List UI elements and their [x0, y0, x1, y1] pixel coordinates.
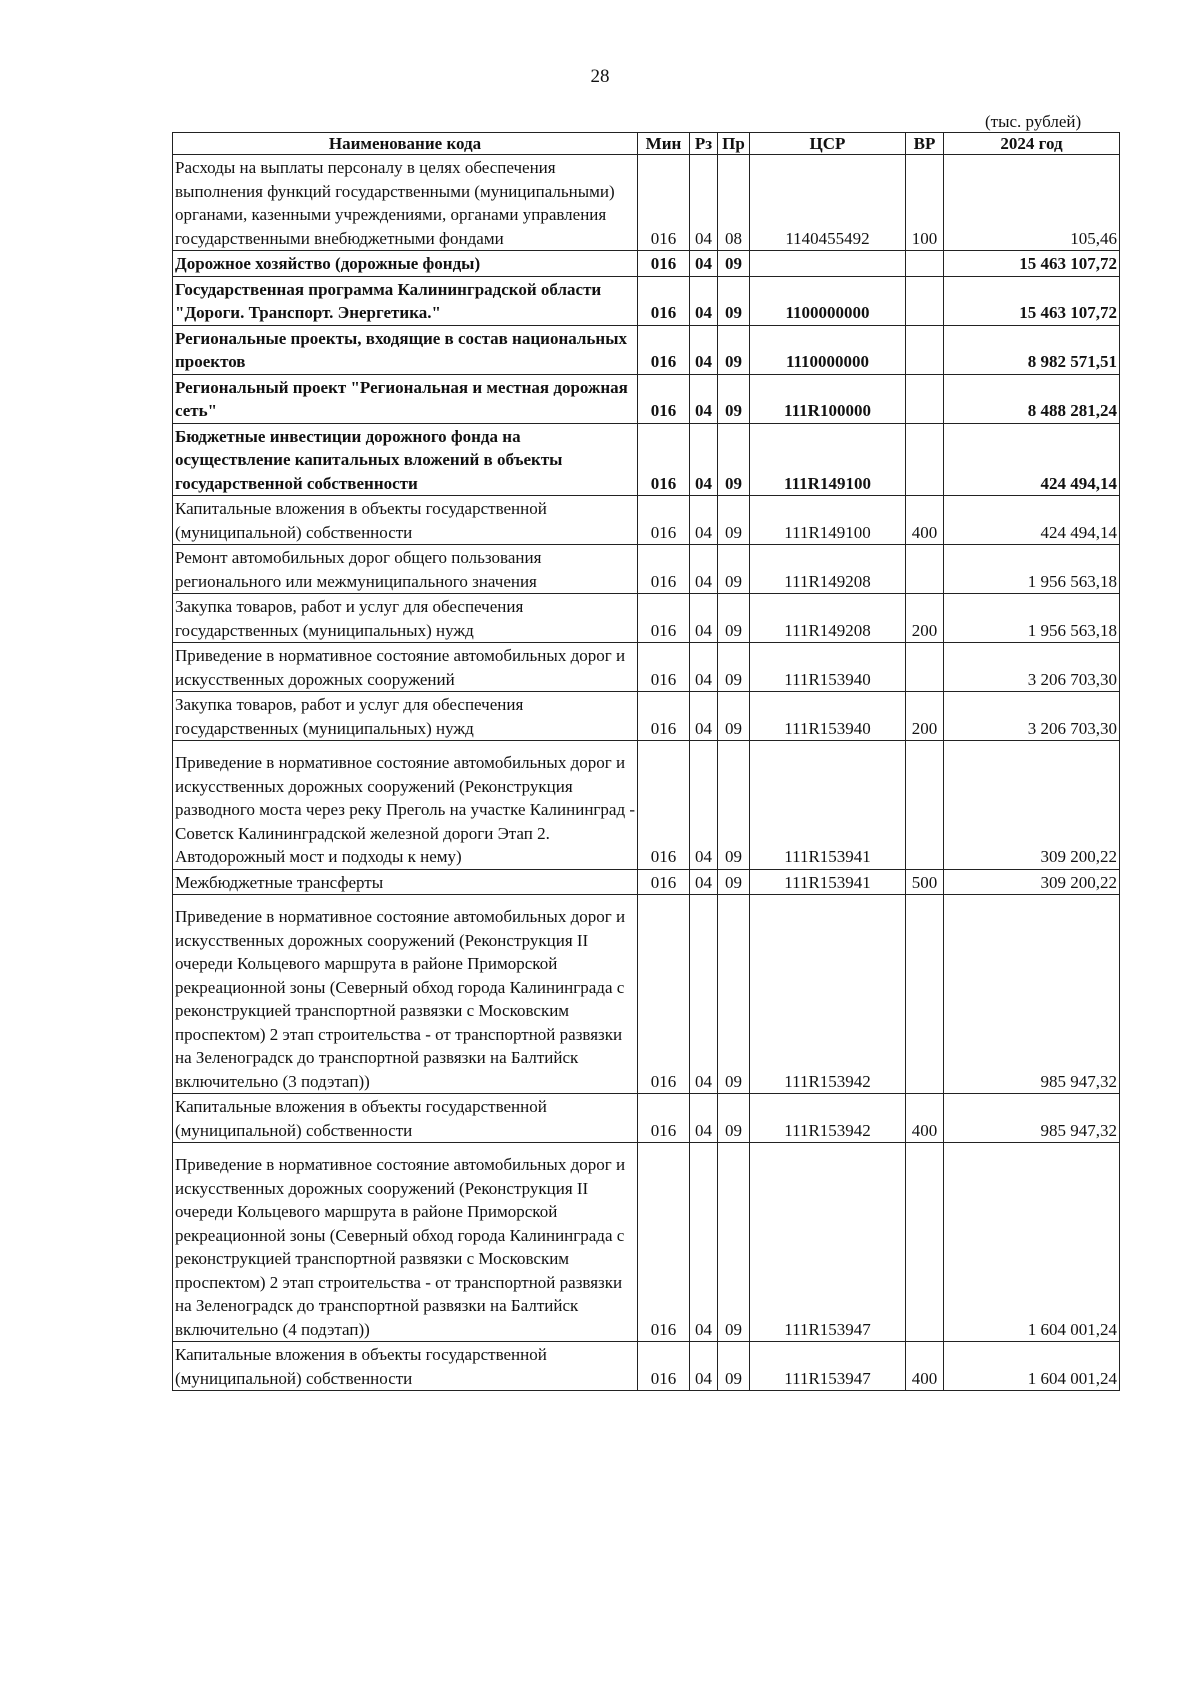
- row-vr: 400: [906, 496, 944, 545]
- page-number: 28: [590, 66, 610, 87]
- table-row: [173, 155, 1120, 251]
- row-pr: 09: [718, 741, 750, 870]
- row-vr: [906, 276, 944, 325]
- row-rz: 04: [690, 869, 718, 895]
- row-name: Межбюджетные трансферты: [173, 869, 638, 895]
- row-vr: [906, 545, 944, 594]
- row-min: 016: [638, 1143, 690, 1342]
- row-min: 016: [638, 594, 690, 643]
- table-row: [173, 374, 1120, 423]
- table-row: [173, 545, 1120, 594]
- row-pr: 09: [718, 869, 750, 895]
- row-csr: 1140455492: [750, 155, 906, 251]
- row-csr: 111R149100: [750, 423, 906, 496]
- row-amount: 424 494,14: [944, 496, 1120, 545]
- row-pr: 08: [718, 155, 750, 251]
- row-rz: 04: [690, 741, 718, 870]
- table-row: [173, 325, 1120, 374]
- row-rz: 04: [690, 1342, 718, 1391]
- header-year: 2024 год: [944, 133, 1120, 155]
- row-name: Закупка товаров, работ и услуг для обеспечения государственных (муниципальных) нужд: [173, 692, 638, 741]
- table-row: [173, 423, 1120, 496]
- row-pr: 09: [718, 325, 750, 374]
- row-name: Капитальные вложения в объекты государственной (муниципальной) собственности: [173, 496, 638, 545]
- row-vr: [906, 643, 944, 692]
- row-min: 016: [638, 155, 690, 251]
- row-pr: 09: [718, 895, 750, 1094]
- row-min: 016: [638, 692, 690, 741]
- row-pr: 09: [718, 594, 750, 643]
- row-amount: 985 947,32: [944, 1094, 1120, 1143]
- row-pr: 09: [718, 423, 750, 496]
- units-label: (тыс. рублей): [985, 112, 1082, 131]
- row-csr: 111R153947: [750, 1143, 906, 1342]
- budget-table: [172, 132, 1120, 1391]
- table-row: [173, 741, 1120, 870]
- row-csr: 111R149100: [750, 496, 906, 545]
- row-name: Капитальные вложения в объекты государственной (муниципальной) собственности: [173, 1342, 638, 1391]
- row-vr: 200: [906, 594, 944, 643]
- row-name: Государственная программа Калининградской области "Дороги. Транспорт. Энергетика.": [173, 276, 638, 325]
- row-csr: 111R153942: [750, 1094, 906, 1143]
- row-pr: 09: [718, 1342, 750, 1391]
- table-row: [173, 869, 1120, 895]
- table-row: [173, 1342, 1120, 1391]
- header-pr: Пр: [718, 133, 750, 155]
- row-rz: 04: [690, 374, 718, 423]
- header-min: Мин: [638, 133, 690, 155]
- row-amount: 309 200,22: [944, 869, 1120, 895]
- row-pr: 09: [718, 276, 750, 325]
- row-csr: 111R153940: [750, 692, 906, 741]
- row-rz: 04: [690, 594, 718, 643]
- row-vr: [906, 1143, 944, 1342]
- table-row: [173, 895, 1120, 1094]
- row-vr: 500: [906, 869, 944, 895]
- row-csr: 1110000000: [750, 325, 906, 374]
- row-rz: 04: [690, 545, 718, 594]
- row-name: Приведение в нормативное состояние автомобильных дорог и искусственных дорожных сооружений (Реконструкция II очереди Кольцевого маршрута в районе Приморской рекреационной зоны (Северный обход города Калининграда с реконструкцией транспортной развязки с Московским проспектом) 2 этап строительства - от транспортной развязки на Зеленоградск до транспортной развязки на Балтийск включительно (4 подэтап)): [173, 1143, 638, 1342]
- row-pr: 09: [718, 1143, 750, 1342]
- row-rz: 04: [690, 276, 718, 325]
- row-amount: 985 947,32: [944, 895, 1120, 1094]
- row-min: 016: [638, 325, 690, 374]
- row-pr: 09: [718, 643, 750, 692]
- row-name: Ремонт автомобильных дорог общего пользования регионального или межмуниципального значения: [173, 545, 638, 594]
- row-csr: 111R149208: [750, 545, 906, 594]
- row-csr: 111R153941: [750, 741, 906, 870]
- row-rz: 04: [690, 325, 718, 374]
- row-min: 016: [638, 1094, 690, 1143]
- row-amount: 1 604 001,24: [944, 1342, 1120, 1391]
- row-pr: 09: [718, 251, 750, 277]
- row-rz: 04: [690, 155, 718, 251]
- row-vr: 200: [906, 692, 944, 741]
- row-rz: 04: [690, 643, 718, 692]
- table-row: [173, 276, 1120, 325]
- row-name: Приведение в нормативное состояние автомобильных дорог и искусственных дорожных сооружений (Реконструкция разводного моста через реку Преголь на участке Калининград - Советск Калининградской железной дороги Этап 2. Автодорожный мост и подходы к нему): [173, 741, 638, 870]
- row-vr: [906, 374, 944, 423]
- row-name: Региональный проект "Региональная и местная дорожная сеть": [173, 374, 638, 423]
- row-pr: 09: [718, 496, 750, 545]
- header-name: Наименование кода: [173, 133, 638, 155]
- row-rz: 04: [690, 496, 718, 545]
- row-name: Расходы на выплаты персоналу в целях обеспечения выполнения функций государственными (муниципальными) органами, казенными учреждениями, органами управления государственными внебюджетными фондами: [173, 155, 638, 251]
- row-min: 016: [638, 276, 690, 325]
- row-rz: 04: [690, 692, 718, 741]
- row-rz: 04: [690, 1094, 718, 1143]
- row-vr: [906, 741, 944, 870]
- row-csr: 111R100000: [750, 374, 906, 423]
- row-vr: [906, 251, 944, 277]
- table-header-row: [173, 133, 1120, 155]
- header-vr: ВР: [906, 133, 944, 155]
- row-amount: 8 488 281,24: [944, 374, 1120, 423]
- row-name: Дорожное хозяйство (дорожные фонды): [173, 251, 638, 277]
- row-csr: 111R149208: [750, 594, 906, 643]
- row-min: 016: [638, 423, 690, 496]
- table-row: [173, 594, 1120, 643]
- row-vr: [906, 325, 944, 374]
- row-csr: 111R153942: [750, 895, 906, 1094]
- row-csr: [750, 251, 906, 277]
- row-csr: 1100000000: [750, 276, 906, 325]
- header-csr: ЦСР: [750, 133, 906, 155]
- row-amount: 1 956 563,18: [944, 545, 1120, 594]
- row-csr: 111R153947: [750, 1342, 906, 1391]
- row-vr: 400: [906, 1094, 944, 1143]
- table-row: [173, 692, 1120, 741]
- row-min: 016: [638, 741, 690, 870]
- table-row: [173, 643, 1120, 692]
- row-vr: [906, 895, 944, 1094]
- row-amount: 8 982 571,51: [944, 325, 1120, 374]
- table-row: [173, 1143, 1120, 1342]
- row-csr: 111R153941: [750, 869, 906, 895]
- row-name: Региональные проекты, входящие в состав национальных проектов: [173, 325, 638, 374]
- row-min: 016: [638, 1342, 690, 1391]
- table-row: [173, 496, 1120, 545]
- row-rz: 04: [690, 251, 718, 277]
- row-amount: 105,46: [944, 155, 1120, 251]
- row-name: Приведение в нормативное состояние автомобильных дорог и искусственных дорожных сооружений: [173, 643, 638, 692]
- row-amount: 424 494,14: [944, 423, 1120, 496]
- row-amount: 1 604 001,24: [944, 1143, 1120, 1342]
- row-amount: 15 463 107,72: [944, 251, 1120, 277]
- row-min: 016: [638, 895, 690, 1094]
- row-vr: 400: [906, 1342, 944, 1391]
- row-min: 016: [638, 496, 690, 545]
- row-csr: 111R153940: [750, 643, 906, 692]
- row-amount: 3 206 703,30: [944, 643, 1120, 692]
- row-rz: 04: [690, 895, 718, 1094]
- row-min: 016: [638, 869, 690, 895]
- row-min: 016: [638, 251, 690, 277]
- table-row: [173, 1094, 1120, 1143]
- row-name: Приведение в нормативное состояние автомобильных дорог и искусственных дорожных сооружений (Реконструкция II очереди Кольцевого маршрута в районе Приморской рекреационной зоны (Северный обход города Калининграда с реконструкцией транспортной развязки с Московским проспектом) 2 этап строительства - от транспортной развязки на Зеленоградск до транспортной развязки на Балтийск включительно (3 подэтап)): [173, 895, 638, 1094]
- row-min: 016: [638, 545, 690, 594]
- row-min: 016: [638, 374, 690, 423]
- row-amount: 309 200,22: [944, 741, 1120, 870]
- row-pr: 09: [718, 374, 750, 423]
- row-min: 016: [638, 643, 690, 692]
- row-name: Закупка товаров, работ и услуг для обеспечения государственных (муниципальных) нужд: [173, 594, 638, 643]
- row-pr: 09: [718, 545, 750, 594]
- row-pr: 09: [718, 1094, 750, 1143]
- row-vr: 100: [906, 155, 944, 251]
- row-amount: 1 956 563,18: [944, 594, 1120, 643]
- row-vr: [906, 423, 944, 496]
- row-amount: 15 463 107,72: [944, 276, 1120, 325]
- table-row: [173, 251, 1120, 277]
- row-rz: 04: [690, 423, 718, 496]
- row-name: Бюджетные инвестиции дорожного фонда на осуществление капитальных вложений в объекты государственной собственности: [173, 423, 638, 496]
- row-pr: 09: [718, 692, 750, 741]
- row-rz: 04: [690, 1143, 718, 1342]
- row-amount: 3 206 703,30: [944, 692, 1120, 741]
- header-rz: Рз: [690, 133, 718, 155]
- row-name: Капитальные вложения в объекты государственной (муниципальной) собственности: [173, 1094, 638, 1143]
